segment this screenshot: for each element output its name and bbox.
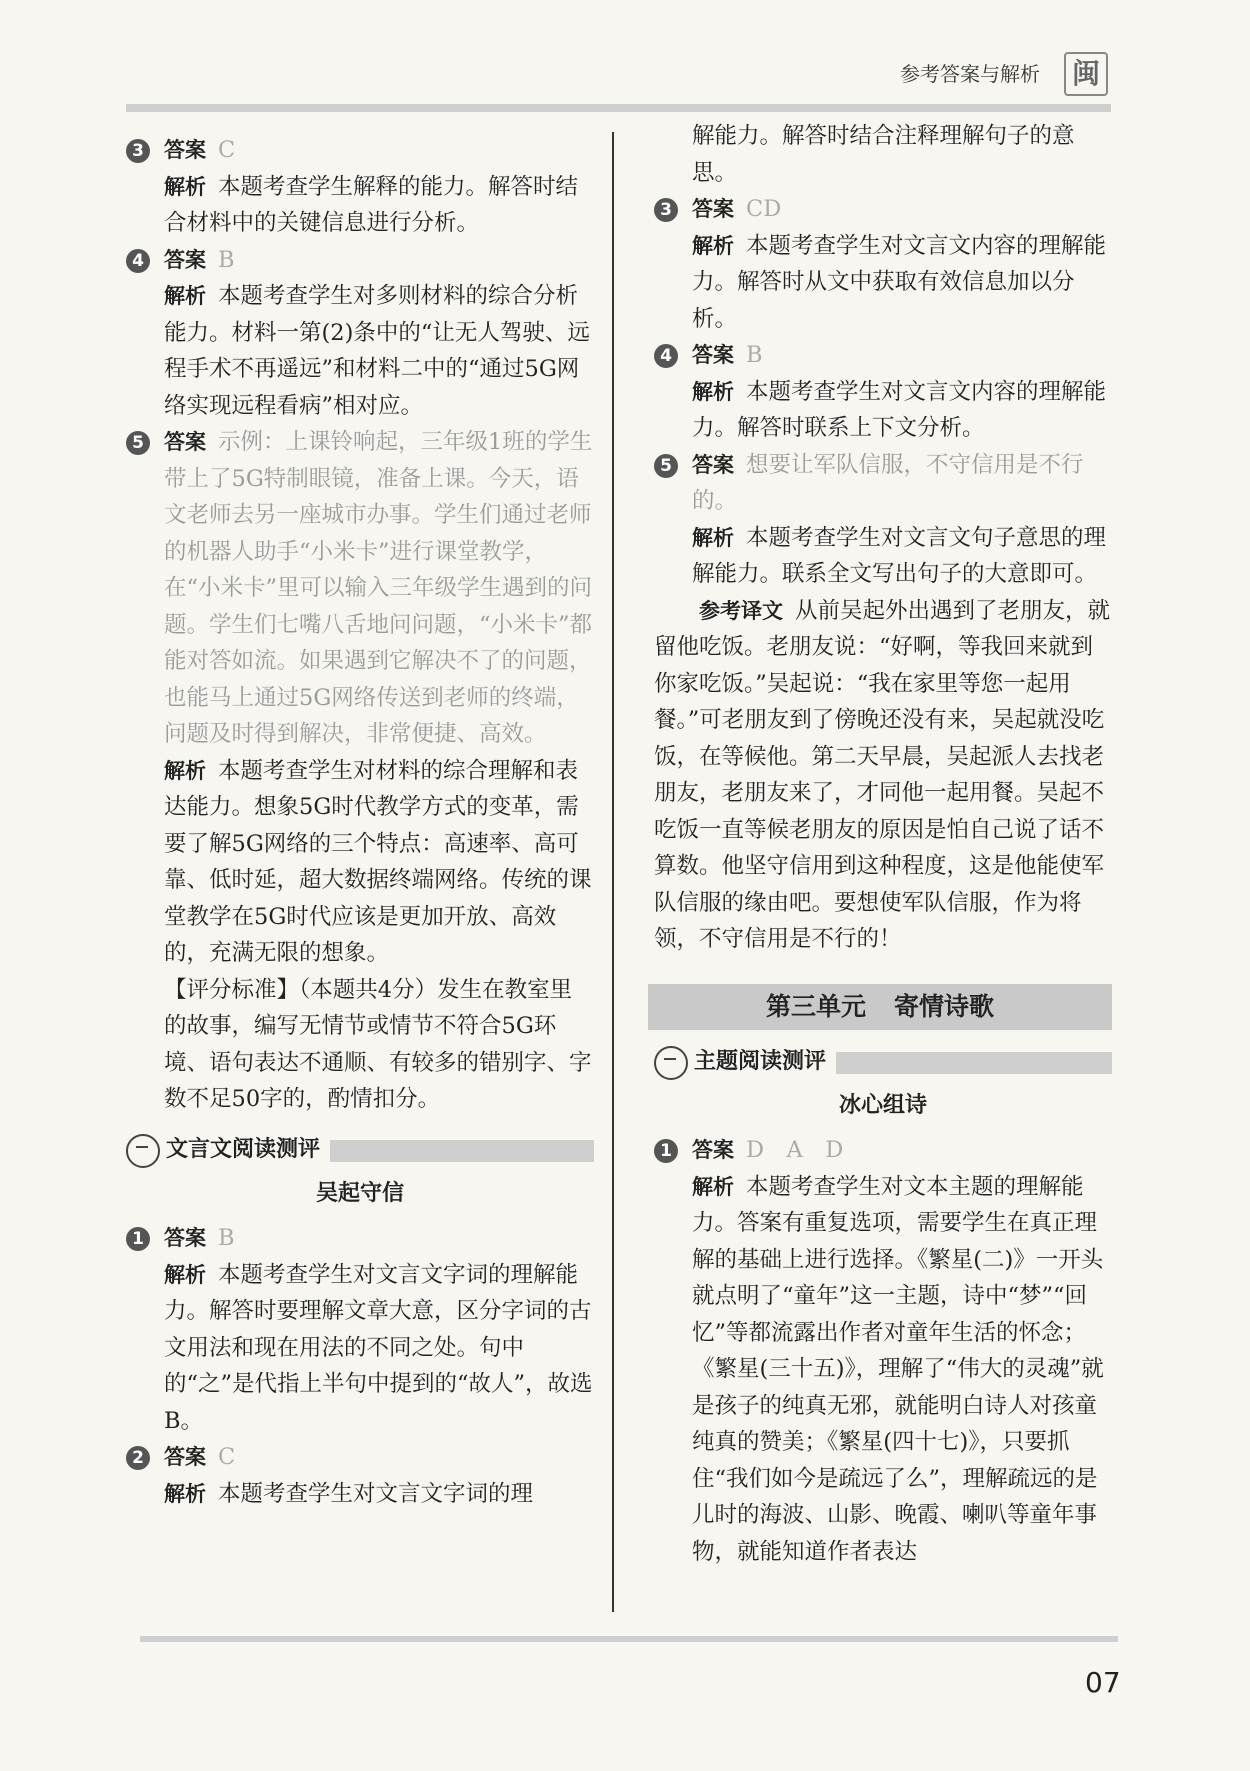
analysis-text: 本题考查学生对文言文字词的理解能力。解答时要理解文章大意，区分字词的古文用法和现在用法的不同之处。句中的“之”是代指上半句中提到的“故人”，故选B。 [164,1261,593,1434]
passage-title: 吴起守信 [315,1180,404,1206]
answer-item-5 [126,424,594,1118]
item-number: 3 [126,139,150,163]
answer-value: B [746,342,763,368]
analysis-label: 解析 [164,1481,206,1506]
answer-value: B [218,246,235,273]
item-number: 2 [126,1446,150,1470]
answer-label: 答案 [164,138,206,162]
header-badge: 闽 [1064,52,1108,96]
answer-label: 答案 [692,1138,734,1162]
answer-item-2 [126,1439,594,1512]
student-avatar-icon [126,1134,160,1168]
answer-value: D A D [746,1137,844,1163]
analysis-text: 本题考查学生对文本主题的理解能力。答案有重复选项，需要学生在真正理解的基础上进行选择。《繁星(二)》一开头就点明了“童年”这一主题，诗中“梦”“回忆”等都流露出作者对童年生活的怀念；《繁星(三十五)》，理解了“伟大的灵魂”就是孩子的纯真无邪，就能明白诗人对孩童纯真的赞美；《繁星(四十七)》，只要抓住“我们如今是疏远了么”，理解疏远的是儿时的海波、山影、晚霞、喇叭等童年事物，就能知道作者表达 [692,1173,1104,1565]
analysis-label: 解析 [692,525,734,550]
bottom-rule [140,1636,1118,1642]
item-number: 5 [654,454,678,478]
continued-text: 解能力。解答时结合注释理解句子的意思。 [692,123,1075,186]
answer-label: 答案 [692,343,734,367]
item-number: 5 [126,431,150,455]
answer-value: C [218,1444,236,1470]
section-header-classical [126,1132,594,1170]
answer-label: 答案 [164,430,206,454]
answer-value: B [218,1225,235,1251]
analysis-label: 解析 [692,233,734,258]
answer-label: 答案 [164,247,206,272]
answer-item-3 [126,132,594,242]
section-title: 主题阅读测评 [694,1049,827,1075]
scoring-criteria: 【评分标准】（本题共4分）发生在教室里的故事，编写无情节或情节不符合5G环境、语句表达不通顺、有较多的错别字、字数不足50字的，酌情扣分。 [164,976,592,1112]
translation-text: 从前吴起外出遇到了老朋友，就留他吃饭。老朋友说：“好啊，等我回来就到你家吃饭。”吴起说：“我在家里等您一起用餐。”可老朋友到了傍晚还没有来，吴起就没吃饭，在等候他。第二天早晨，吴起派人去找老朋友，老朋友来了，才同他一起用餐。吴起不吃饭一直等候老朋友的原因是怕自己说了话不算数。他坚守信用到这种程度，这是他能使军队信服的缘由吧。要想使军队信服，作为将领，不守信用是不行的！ [654,597,1111,952]
answer-value: 示例：上课铃响起，三年级1班的学生带上了5G特制眼镜，准备上课。今天，语文老师去另一座城市办事。学生们通过老师的机器人助手“小米卡”进行课堂教学，在“小米卡”里可以输入三年级学生遇到的问题。学生们七嘴八舌地问问题，“小米卡”都能对答如流。如果遇到它解决不了的问题，也能马上通过5G网络传送到老师的终端，问题及时得到解决，非常便捷、高效。 [164,429,593,747]
item-number: 1 [654,1139,678,1163]
translation-label: 参考译文 [699,598,783,623]
answer-item-1 [126,1220,594,1439]
unit-number: 第三单元 [765,991,866,1021]
answer-value: 想要让军队信服，不守信用是不行的。 [692,451,1084,514]
answer-item-3 [654,191,1112,337]
answer-label: 答案 [692,197,734,221]
section-bar [330,1140,594,1162]
analysis-text: 本题考查学生对文言文内容的理解能力。解答时联系上下文分析。 [692,378,1107,441]
item-number: 3 [654,198,678,222]
item-number: 4 [654,344,678,368]
answer-label: 答案 [164,1226,206,1250]
reference-translation [654,593,1112,958]
analysis-label: 解析 [164,284,206,308]
answer-item-4 [126,242,594,425]
answer-value: CD [746,196,782,222]
answer-item-5 [654,447,1112,593]
top-rule [126,104,1111,112]
answer-item-4 [654,337,1112,447]
analysis-text: 本题考查学生对多则材料的综合分析能力。材料一第(2)条中的“让无人驾驶、远程手术不再遥远”和材料二中的“通过5G网络实现远程看病”相对应。 [164,283,590,419]
answer-item-1 [654,1132,1112,1570]
item-number: 1 [126,1227,150,1251]
analysis-text: 本题考查学生解释的能力。解答时结合材料中的关键信息进行分析。 [164,173,579,236]
analysis-text: 本题考查学生对文言文内容的理解能力。解答时从文中获取有效信息加以分析。 [692,232,1107,332]
item-number: 4 [126,249,150,273]
analysis-label: 解析 [692,379,734,404]
column-divider [612,132,614,1612]
analysis-label: 解析 [692,1174,734,1199]
left-column [126,132,594,1512]
passage-title: 冰心组诗 [838,1092,927,1118]
answer-label: 答案 [692,452,734,477]
analysis-label: 解析 [164,758,206,783]
analysis-label: 解析 [164,1262,206,1287]
unit-banner [648,984,1112,1030]
header-title: 参考答案与解析 [900,62,1040,86]
section-header-theme [654,1044,1112,1082]
answer-value: C [218,137,236,163]
section-title: 文言文阅读测评 [166,1137,321,1163]
section-bar [836,1052,1112,1074]
page-number: 07 [1085,1666,1121,1699]
analysis-text: 本题考查学生对材料的综合理解和表达能力。想象5G时代教学方式的变革，需要了解5G网络的三个特点：高速率、高可靠、低时延，超大数据终端网络。传统的课堂教学在5G时代应该是更加开放、高效的，充满无限的想象。 [164,757,592,966]
right-column [654,118,1112,1570]
unit-title: 寄情诗歌 [894,991,995,1021]
analysis-label: 解析 [164,174,206,199]
answer-label: 答案 [164,1445,206,1469]
analysis-text: 本题考查学生对文言文句子意思的理解能力。联系全文写出句子的大意即可。 [692,524,1107,587]
student-avatar-icon [654,1046,688,1080]
analysis-text: 本题考查学生对文言文字词的理 [218,1480,534,1507]
